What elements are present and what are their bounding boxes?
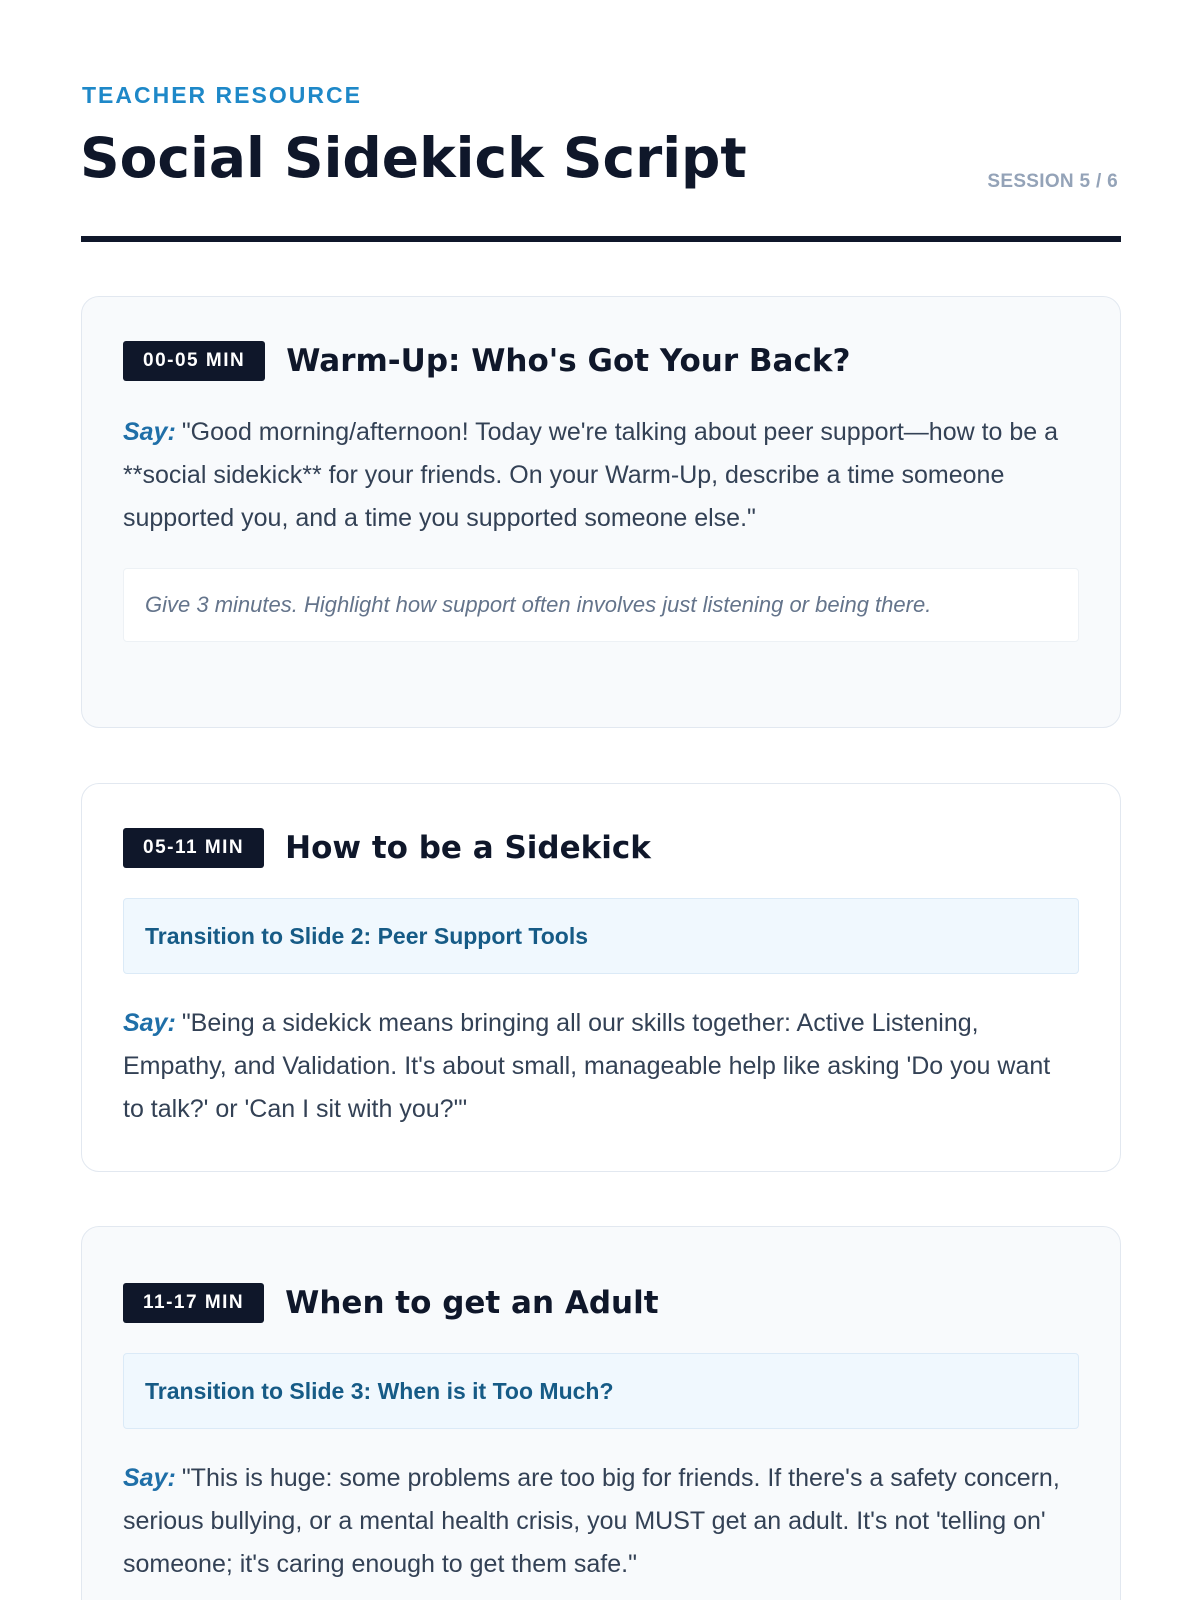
time-badge: 11-17 MIN xyxy=(123,1283,264,1323)
say-paragraph xyxy=(123,1002,1073,1131)
say-text: "Being a sidekick means bringing all our skills together: Active Listening, Empathy, and Validation. It's about small, manageable help like asking 'Do you want to talk?' or 'Can I sit with you?'" xyxy=(123,1009,1051,1123)
say-paragraph xyxy=(123,1457,1083,1586)
segment-header xyxy=(123,828,1079,868)
say-label: Say: xyxy=(123,1009,176,1037)
teacher-note: Give 3 minutes. Highlight how support often involves just listening or being there. xyxy=(123,568,1079,642)
segment-title: How to be a Sidekick xyxy=(285,830,651,866)
header-divider xyxy=(81,236,1121,242)
say-text: "This is huge: some problems are too big for friends. If there's a safety concern, serious bullying, or a mental health crisis, you MUST get an adult. It's not 'telling on' someone; it's caring enough to get them safe." xyxy=(123,1464,1060,1578)
segment-card-sidekick xyxy=(81,783,1121,1172)
say-label: Say: xyxy=(123,1464,176,1492)
segment-title: When to get an Adult xyxy=(285,1285,659,1321)
session-indicator: SESSION 5 / 6 xyxy=(987,171,1118,192)
page-title: Social Sidekick Script xyxy=(80,126,747,190)
say-label: Say: xyxy=(123,418,176,446)
time-badge: 05-11 MIN xyxy=(123,828,264,868)
time-badge: 00-05 MIN xyxy=(123,341,265,381)
segment-card-get-adult xyxy=(81,1226,1121,1600)
segment-header xyxy=(123,1283,1079,1323)
segment-header xyxy=(123,341,1079,381)
say-paragraph xyxy=(123,411,1073,540)
slide-transition: Transition to Slide 3: When is it Too Much? xyxy=(123,1353,1079,1429)
segment-card-warm-up xyxy=(81,296,1121,728)
say-text: "Good morning/afternoon! Today we're talking about peer support—how to be a **social sidekick** for your friends. On your Warm-Up, describe a time someone supported you, and a time you supported someone else." xyxy=(123,418,1059,532)
segment-title: Warm-Up: Who's Got Your Back? xyxy=(286,343,851,379)
slide-transition: Transition to Slide 2: Peer Support Tools xyxy=(123,898,1079,974)
resource-eyebrow: TEACHER RESOURCE xyxy=(82,82,362,108)
